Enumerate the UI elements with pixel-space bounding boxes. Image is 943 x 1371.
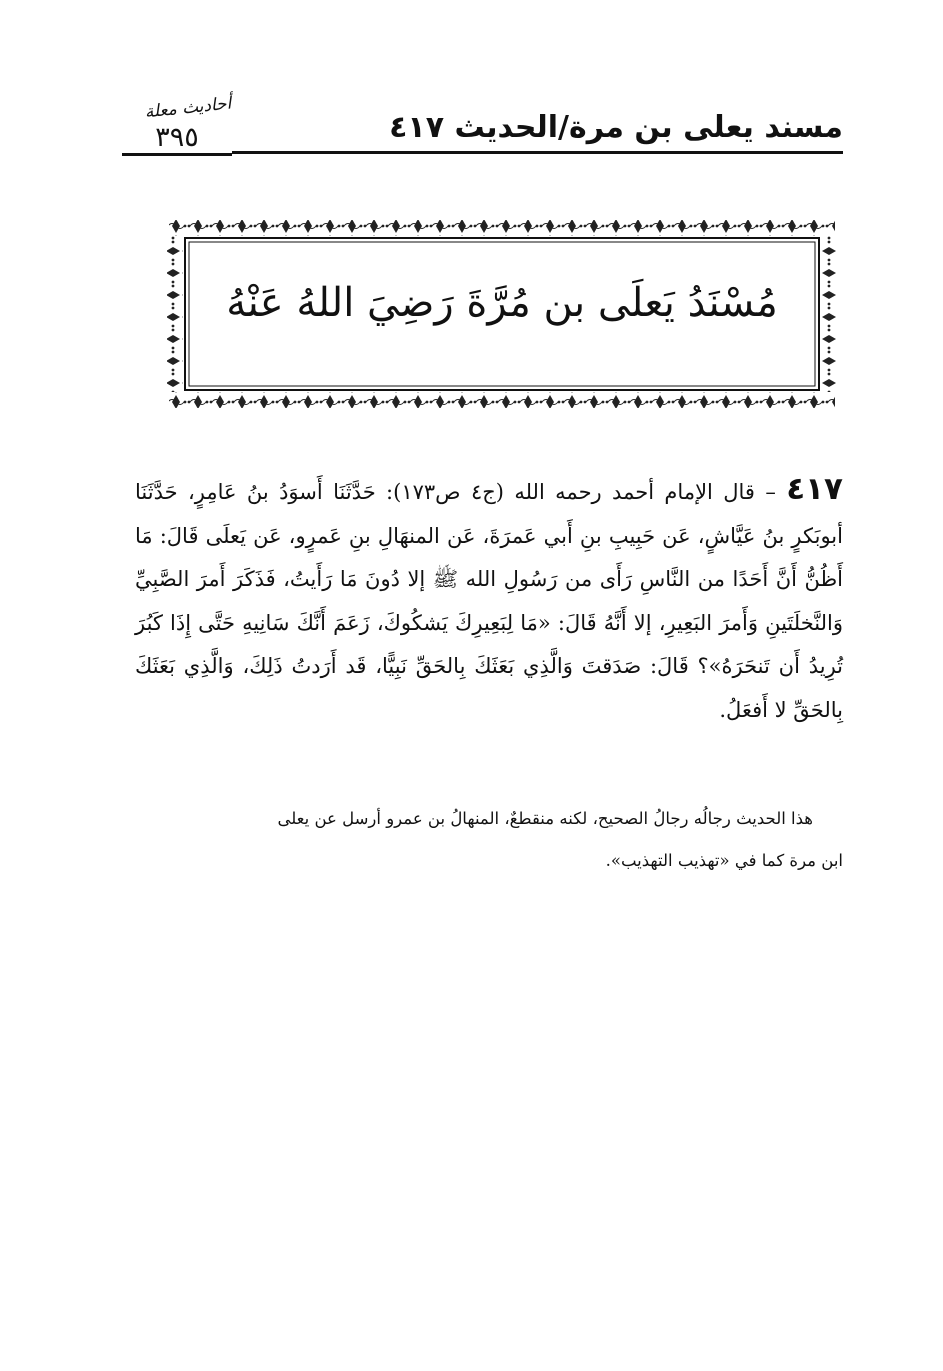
commentary-block bbox=[120, 798, 843, 882]
hadith-number: ٤١٧ bbox=[786, 471, 843, 507]
ornamental-frame bbox=[165, 218, 839, 410]
hadith-text-block bbox=[135, 468, 843, 732]
commentary-line: هذا الحديث رجالُه رجالُ الصحيح، لكنه منقطعٌ، المنهالُ بن عمرو أرسل عن يعلى bbox=[277, 809, 813, 828]
header-rule bbox=[232, 151, 843, 154]
ornament-title: مُسْنَدُ يَعلَى بن مُرَّةَ رَضِيَ اللهُ عَنْهُ bbox=[226, 280, 778, 326]
commentary-line: ابن مرة كما في «تهذيب التهذيب». bbox=[605, 851, 843, 870]
running-title: مسند يعلى بن مرة/الحديث ٤١٧ bbox=[389, 110, 843, 145]
page-number: ٣٩٥ bbox=[155, 122, 199, 153]
hadith-text: – قال الإمام أحمد رحمه الله (ج٤ ص١٧٣): حَدَّثَنَا أَسوَدُ بنُ عَامِرٍ، حَدَّثَنَا أبوبَكرٍ بنُ عَيَّاشٍ، عَن حَبِيبِ بنِ أَبي عَمرَةَ، عَن المنهَالِ بنِ عَمرٍو، عَن يَعلَى قَالَ: مَا أَظُنُّ أَنَّ أَحَدًا من النَّاسِ رَأَى من رَسُولِ الله ﷺ إلا دُونَ مَا رَأَيتُ، فَذَكَرَ أَمرَ الصَّبِيِّ وَالنَّخلَتَينِ وَأَمرَ البَعِيرِ، إلا أَنَّهُ قَالَ: «مَا لِبَعِيرِكَ يَشكُوكَ، زَعَمَ أَنَّكَ سَانِيهِ حَتَّى إِذَا كَبُرَ تُرِيدُ أَن تَنحَرَهُ»؟ قَالَ: صَدَقتَ وَالَّذِي بَعَثَكَ بِالحَقِّ نَبِيًّا، قَد أَرَدتُ ذَلِكَ، وَالَّذِي بَعَثَكَ بِالحَقِّ لا أَفعَلُ. bbox=[135, 480, 843, 722]
page-number-rule bbox=[122, 153, 232, 156]
handwritten-note: أحاديث معلة bbox=[143, 93, 233, 123]
